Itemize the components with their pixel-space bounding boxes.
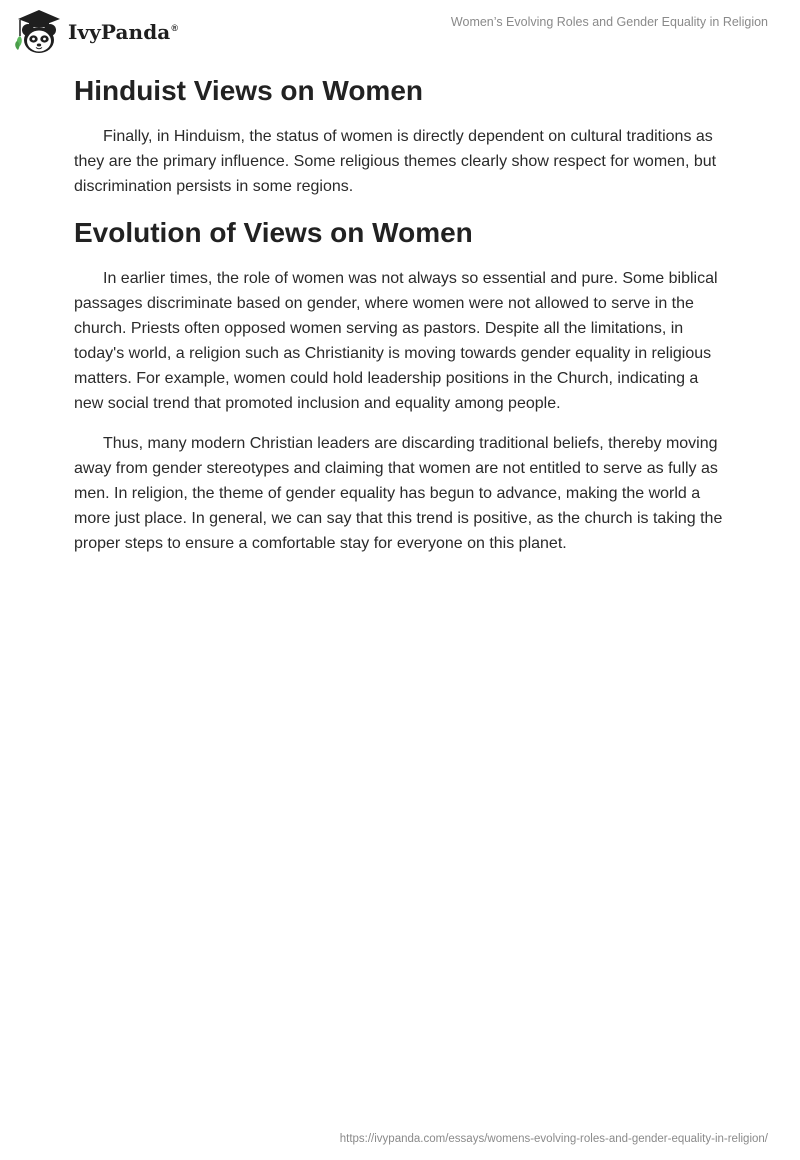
section-heading-evolution-of-views: Evolution of Views on Women bbox=[74, 217, 473, 248]
panda-graduation-cap-icon bbox=[14, 8, 64, 56]
paragraph-hinduism: Finally, in Hinduism, the status of women is directly dependent on cultural traditions as they are the primary influence. Some religious themes clearly show respect for women, but discrimination persists in some regions. bbox=[74, 128, 717, 195]
paragraph-modern-leaders: Thus, many modern Christian leaders are discarding traditional beliefs, thereby moving away from gender stereotypes and claiming that women are not entitled to serve as fully as men. In religion, the theme of gender equality has begun to advance, making the world a more just place. In general, we can say that this trend is positive, as the church is taking the proper steps to ensure a comfortable stay for everyone on this planet. bbox=[74, 435, 723, 552]
document-title: Women’s Evolving Roles and Gender Equality in Religion bbox=[450, 15, 768, 29]
source-url[interactable]: https://ivypanda.com/essays/womens-evolving-roles-and-gender-equality-in-religion/ bbox=[339, 1133, 768, 1145]
brand-name: IvyPanda® bbox=[68, 20, 179, 44]
ivypanda-logo[interactable] bbox=[14, 8, 178, 56]
paragraph-earlier-times: In earlier times, the role of women was not always so essential and pure. Some biblical passages discriminate based on gender, where women were not allowed to serve in the church. Priests often opposed women serving as pastors. Despite all the limitations, in today's world, a religion such as Christianity is moving towards gender equality in religious matters. For example, women could hold leadership positions in the Church, indicating a new social trend that promoted inclusion and equality among people. bbox=[74, 270, 718, 412]
page-header bbox=[0, 0, 800, 60]
essay-content bbox=[74, 70, 724, 556]
section-heading-hinduist-views: Hinduist Views on Women bbox=[74, 75, 424, 106]
registered-mark: ® bbox=[171, 23, 179, 34]
